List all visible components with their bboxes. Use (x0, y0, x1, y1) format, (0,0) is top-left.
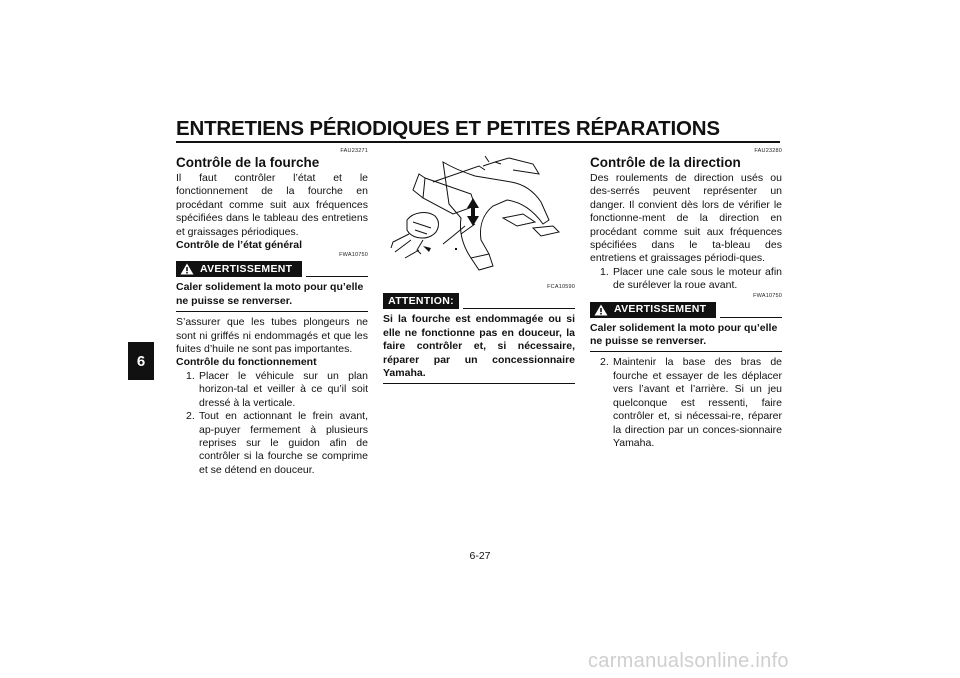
list-text: Maintenir la base des bras de fourche et essayer de les déplacer vers l’avant et l’arrière. Si un jeu quelconque est ressenti, faire contrôler et, si nécessai-re, réparer la direction par un conces-sionnaire Yamaha. (613, 356, 782, 449)
subheading-general-condition: Contrôle de l’état général (176, 239, 303, 252)
list-text: Tout en actionnant le frein avant, ap-puyer fermement à plusieurs reprises sur le guidon afin de contrôler si la fourche se comprime et se détend en douceur. (199, 410, 368, 476)
list-text: Placer le véhicule sur un plan horizon-tal et veiller à ce qu’il soit dressé à la verticale. (199, 369, 368, 409)
column-steering-check (590, 148, 782, 450)
ref-code: FCA10590 (547, 284, 575, 291)
section-title-steering: Contrôle de la direction (590, 155, 741, 170)
column-fork-check (176, 148, 368, 477)
warning-rule (720, 317, 782, 318)
list-item (600, 266, 782, 293)
warning-label: AVERTISSEMENT (614, 302, 707, 315)
warning-header (176, 261, 368, 278)
ref-code: FAU23271 (340, 148, 368, 154)
header-rule (176, 141, 780, 143)
list-number: 2. (600, 356, 609, 369)
attention-text: Si la fourche est endommagée ou si elle ne fonctionne pas en douceur, la faire contrôler et, si nécessaire, réparer par un concessionnaire Yamaha. (383, 313, 575, 384)
attention-rule (463, 308, 575, 309)
section-title-fork: Contrôle de la fourche (176, 155, 320, 170)
warning-triangle-icon (180, 263, 194, 275)
ref-code: FWA10750 (753, 292, 782, 299)
warning-text: Caler solidement la moto pour qu’elle ne puisse se renverser. (590, 322, 782, 353)
warning-text: Caler solidement la moto pour qu’elle ne puisse se renverser. (176, 281, 368, 312)
list-item (600, 356, 782, 450)
list-item (186, 410, 368, 477)
subheading-operation: Contrôle du fonctionnement (176, 356, 317, 369)
ref-code: FAU23280 (754, 148, 782, 154)
watermark-text: carmanualsonline.info (588, 650, 789, 672)
page-number: 6-27 (469, 550, 491, 562)
warning-header (590, 302, 782, 319)
warning-triangle-icon (594, 304, 608, 316)
list-item (186, 370, 368, 410)
attention-header (383, 293, 575, 310)
column-figure (383, 148, 575, 384)
warning-badge (176, 261, 302, 277)
ref-code: FWA10750 (339, 252, 368, 259)
fork-intro-paragraph: Il faut contrôler l’état et le fonctionnement de la fourche en procédant comme suit aux fréquences spécifiées dans le tableau des entretiens et graissages périodiques. (176, 172, 368, 238)
page-header-title: ENTRETIENS PÉRIODIQUES ET PETITES RÉPARATIONS (176, 117, 720, 140)
steering-intro-paragraph: Des roulements de direction usés ou des-serrés peuvent représenter un danger. Il convient dès lors de vérifier le fonctionne-ment de la direction en procédant comme suit aux fréquences spécifiées dans le ta-bleau des entretiens et graissages périodi-ques. (590, 172, 782, 265)
warning-label: AVERTISSEMENT (200, 262, 293, 275)
fork-tubes-paragraph: S’assurer que les tubes plongeurs ne sont ni griffés ni endommagés et que les fuites d’huile ne sont pas importantes. (176, 316, 368, 356)
motorcycle-fork-illustration (383, 154, 575, 276)
list-number: 1. (186, 369, 195, 382)
list-text: Placer une cale sous le moteur afin de surélever la roue avant. (613, 265, 782, 292)
chapter-tab: 6 (128, 342, 154, 380)
warning-badge (590, 302, 716, 318)
attention-badge: ATTENTION: (383, 293, 459, 309)
list-number: 2. (186, 410, 195, 423)
list-number: 1. (600, 265, 609, 278)
warning-rule (306, 276, 368, 277)
